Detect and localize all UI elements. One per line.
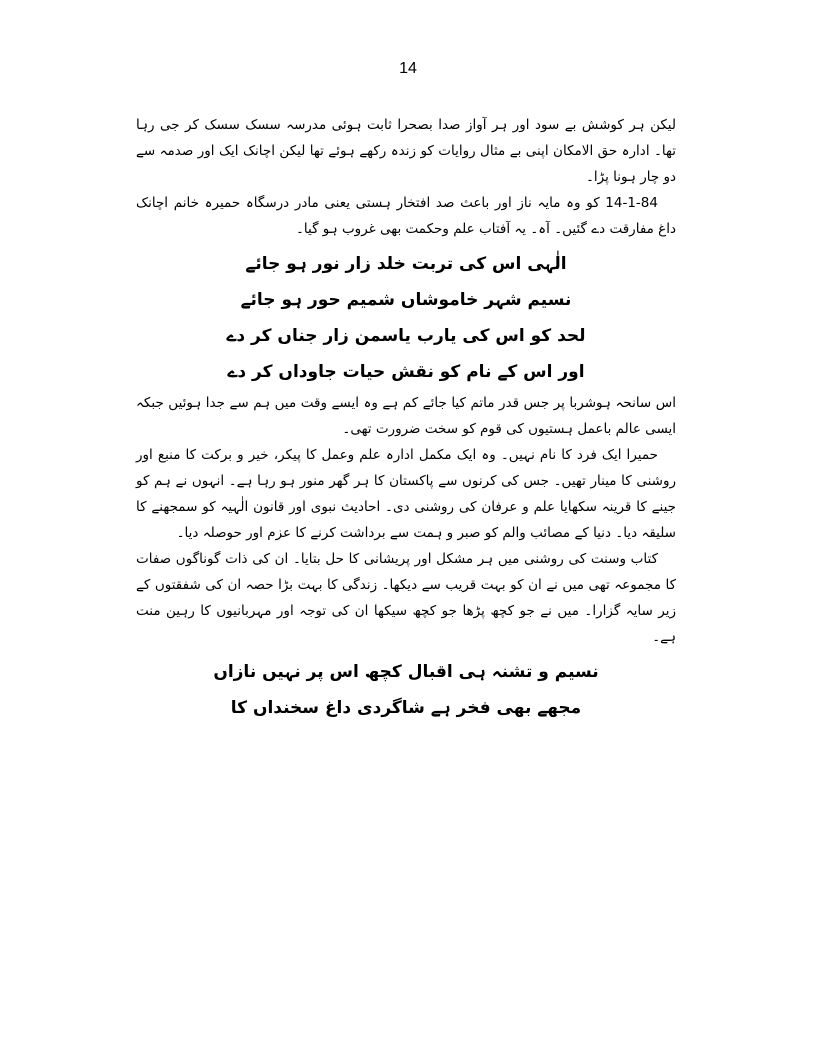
page-body <box>136 112 676 726</box>
verse-line: لحد کو اس کی یارب یاسمن زار جناں کر دے <box>226 326 586 346</box>
paragraph: کتاب وسنت کی روشنی میں ہر مشکل اور پریشانی کا حل بتایا۔ ان کی ذات گوناگوں صفات کا مجموعہ تھی میں نے ان کو بہت قریب سے دیکھا۔ زندگی کا بہت بڑا حصہ ان کی شفقتوں کے زیر سایہ گزارا۔ میں نے جو کچھ پڑھا جو کچھ سیکھا ان کی توجہ اور مہربانیوں کا رہین منت ہے۔ <box>136 551 676 645</box>
paragraph: لیکن ہر کوشش بے سود اور ہر آواز صدا بصحرا ثابت ہوئی مدرسہ سسک سسک کر جی رہا تھا۔ ادارہ حق الامکان اپنی بے مثال روایات کو زندہ رکھے ہوئے تھا لیکن اچانک ایک اور صدمہ سے دو چار ہونا پڑا۔ <box>136 117 676 185</box>
verse-block <box>136 242 676 390</box>
verse-line: نسیم و تشنہ ہی اقبال کچھ اس پر نہیں نازاں <box>213 662 599 682</box>
paragraph: 14-1-84 کو وہ مایہ ناز اور باعث صد افتخار ہستی یعنی مادر درسگاہ حمیرہ خانم اچانک داغ مفارقت دے گئیں۔ آہ۔ یہ آفتاب علم وحکمت بھی غروب ہو گیا۔ <box>136 195 676 237</box>
verse-block <box>136 650 676 726</box>
verse-line: نسیم شہر خاموشاں شمیم حور ہو جائے <box>240 290 572 310</box>
verse-line: مجھے بھی فخر ہے شاگردی داغ سخنداں کا <box>230 698 582 718</box>
paragraph: حمیرا ایک فرد کا نام نہیں۔ وہ ایک مکمل ادارہ علم وعمل کا پیکر، خیر و برکت کا منبع اور روشنی کا مینار تھیں۔ جس کی کرنوں سے پاکستان کا ہر گھر منور ہو رہا ہے۔ انہوں نے ہم کو جینے کا قرینہ سکھایا علم و عرفان کی روشنی دی۔ احادیث نبوی اور قانون الٰہیہ کو سمجھنے کا سلیقہ دیا۔ دنیا کے مصائب والم کو صبر و ہمت سے برداشت کرنے کا عزم اور حوصلہ دیا۔ <box>136 447 676 541</box>
verse-line: الٰہی اس کی تربت خلد زار نور ہو جائے <box>245 254 567 274</box>
verse-line: اور اس کے نام کو نقش حیات جاوداں کر دے <box>227 362 585 382</box>
paragraph: اس سانحہ ہوشربا پر جس قدر ماتم کیا جائے کم ہے وہ ایسے وقت میں ہم سے جدا ہوئیں جبکہ ایسی عالم باعمل ہستیوں کی قوم کو سخت ضرورت تھی۔ <box>136 395 676 437</box>
page-number: 14 <box>399 60 417 77</box>
